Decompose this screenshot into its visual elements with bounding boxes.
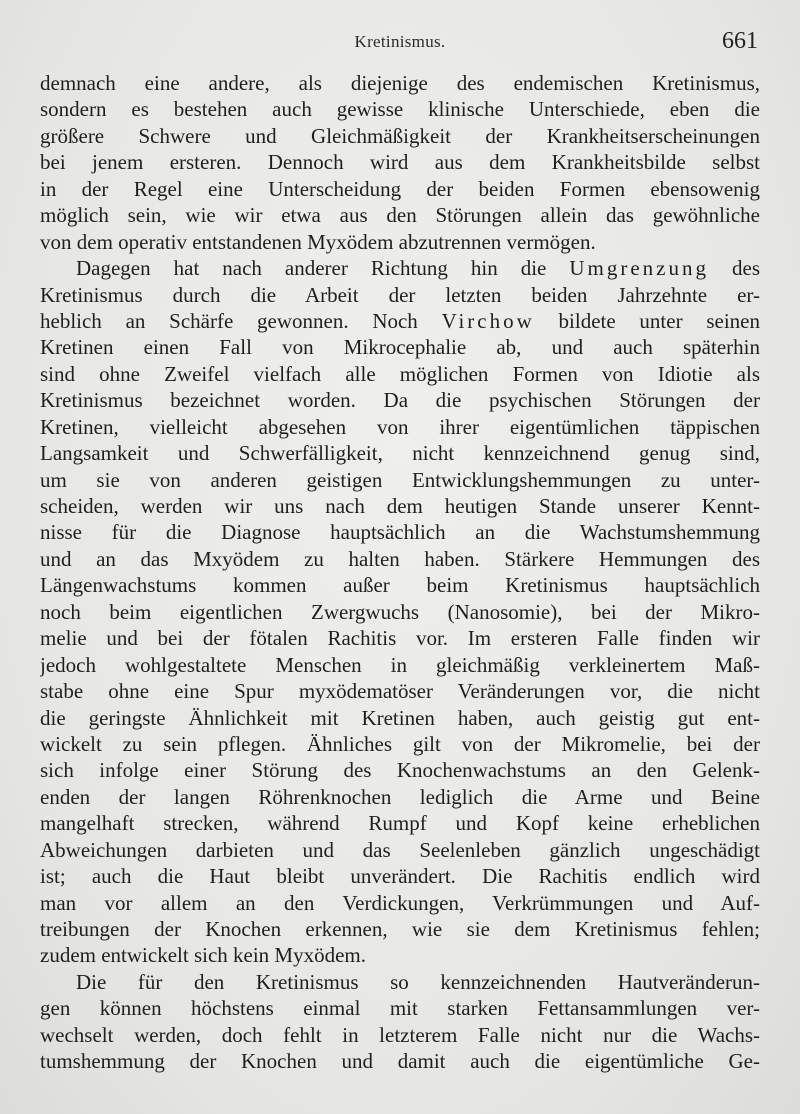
text-run: bildete unter seinen: [534, 308, 760, 333]
text-line: sind ohne Zweifel vielfach alle möglichen Formen von Idiotie als: [40, 361, 760, 386]
text-line: und an das Mxyödem zu halten haben. Stärkere Hemmungen des: [40, 546, 760, 571]
text-line: enden der langen Röhrenknochen lediglich die Arme und Beine: [40, 784, 760, 809]
text-line: man vor allem an den Verdickungen, Verkrümmungen und Auf-: [40, 890, 760, 915]
text-line: mangelhaft strecken, während Rumpf und Kopf keine erheblichen: [40, 811, 760, 836]
text-line: größere Schwere und Gleichmäßigkeit der Krankheitserscheinungen: [40, 123, 760, 148]
page-number: 661: [722, 28, 758, 54]
text-run: Dagegen hat nach anderer Richtung hin die: [76, 256, 570, 281]
text-line: in der Regel eine Unterscheidung der beiden Formen ebensowenig: [40, 176, 760, 201]
text-line: Kretinismus bezeichnet worden. Da die psychischen Störungen der: [40, 388, 760, 413]
text-line: Langsamkeit und Schwerfälligkeit, nicht kennzeichnend genug sind,: [40, 441, 760, 466]
text-line: sich infolge einer Störung des Knochenwachstums an den Gelenk-: [40, 758, 760, 783]
text-line: scheiden, werden wir uns nach dem heutigen Stande unserer Kennt-: [40, 494, 760, 518]
text-line: gen können höchstens einmal mit starken Fettansammlungen ver-: [40, 996, 760, 1021]
running-title: Kretinismus.: [354, 32, 446, 51]
text-line: stabe ohne eine Spur myxödematöser Veränderungen vor, die nicht: [40, 679, 760, 704]
text-line: tumshemmung der Knochen und damit auch die eigentümliche Ge-: [40, 1049, 760, 1074]
text-line: Kretinen, vielleicht abgesehen von ihrer eigentümlichen täppischen: [40, 414, 760, 439]
text-run: heblich an Schärfe gewonnen. Noch: [40, 308, 442, 333]
emphasized-term: Umgrenzung: [569, 256, 709, 281]
text-line: zudem entwickelt sich kein Myxödem.: [40, 943, 367, 968]
text-line: die geringste Ähnlichkeit mit Kretinen haben, auch geistig gut ent-: [40, 705, 760, 730]
text-line: Abweichungen darbieten und das Seelenleben gänzlich ungeschädigt: [40, 837, 760, 862]
text-line: Kretinismus durch die Arbeit der letzten beiden Jahrzehnte er-: [40, 282, 760, 307]
text-line: nisse für die Diagnose hauptsächlich an die Wachstumshemmung: [40, 520, 760, 545]
text-run: des: [709, 256, 760, 281]
text-line: wechselt werden, doch fehlt in letzterem Falle nicht nur die Wachs-: [40, 1022, 760, 1047]
page-header: [40, 28, 760, 58]
text-line: um sie von anderen geistigen Entwicklungshemmungen zu unter-: [40, 467, 760, 492]
text-line: Längenwachstums kommen außer beim Kretinismus hauptsächlich: [40, 573, 760, 598]
text-line: melie und bei der fötalen Rachitis vor. Im ersteren Falle finden wir: [40, 626, 760, 651]
text-line: [40, 255, 760, 281]
text-line: noch beim eigentlichen Zwergwuchs (Nanosomie), bei der Mikro-: [40, 599, 760, 624]
emphasized-name: Virchow: [441, 308, 535, 333]
text-line: demnach eine andere, als diejenige des endemischen Kretinismus,: [40, 71, 760, 95]
body-text: [40, 70, 760, 1075]
text-line: Kretinen einen Fall von Mikrocephalie ab, und auch späterhin: [40, 335, 760, 360]
text-line: sondern es bestehen auch gewisse klinische Unterschiede, eben die: [40, 97, 760, 122]
text-line: ist; auch die Haut bleibt unverändert. Die Rachitis endlich wird: [40, 864, 760, 889]
text-line: von dem operativ entstandenen Myxödem abzutrennen vermögen.: [40, 229, 596, 254]
text-line: [40, 308, 760, 334]
text-line: möglich sein, wie wir etwa aus den Störungen allein das gewöhnliche: [40, 203, 760, 228]
text-line: bei jenem ersteren. Dennoch wird aus dem Krankheitsbilde selbst: [40, 150, 760, 175]
text-line: Die für den Kretinismus so kennzeichnenden Hautveränderun-: [76, 969, 760, 994]
text-line: treibungen der Knochen erkennen, wie sie dem Kretinismus fehlen;: [40, 917, 760, 941]
text-line: wickelt zu sein pflegen. Ähnliches gilt von der Mikromelie, bei der: [40, 731, 760, 756]
text-line: jedoch wohlgestaltete Menschen in gleichmäßig verkleinertem Maß-: [40, 652, 760, 677]
